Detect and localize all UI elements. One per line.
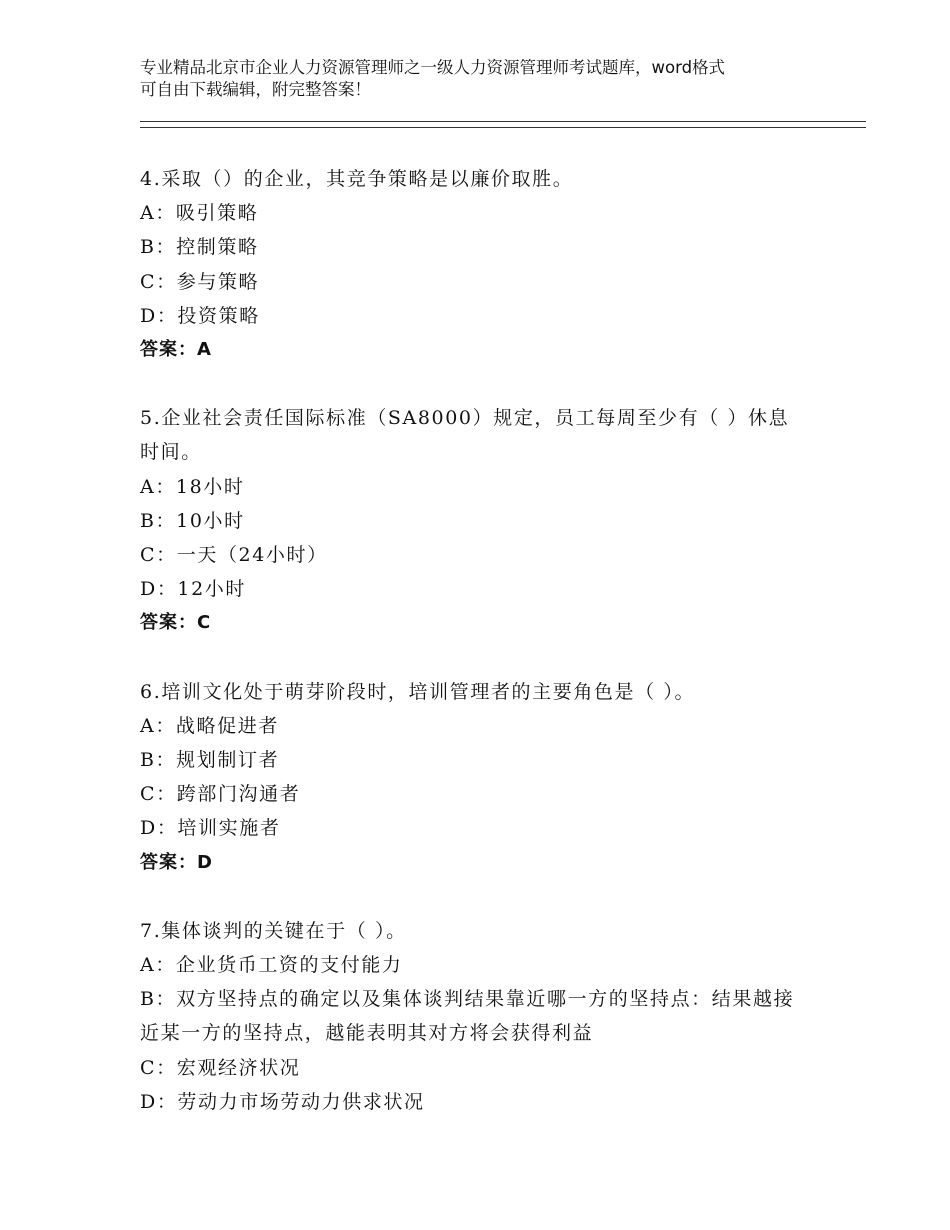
header-line-2: 可自由下载编辑，附完整答案！ xyxy=(140,80,371,99)
header-divider xyxy=(140,121,866,128)
option-a: A：吸引策略 xyxy=(140,202,259,225)
document-header xyxy=(140,57,840,101)
header-line-1: 专业精品北京市企业人力资源管理师之一级人力资源管理师考试题库，word格式 xyxy=(140,58,726,77)
option-c: C：参与策略 xyxy=(140,270,260,293)
option-a: A：战略促进者 xyxy=(140,714,279,737)
question-list xyxy=(140,162,820,1153)
question-stem: 6.培训文化处于萌芽阶段时，培训管理者的主要角色是（ ）。 xyxy=(140,680,696,703)
option-c: C：宏观经济状况 xyxy=(140,1056,301,1079)
option-c: C：一天（24小时） xyxy=(140,544,328,567)
question-6 xyxy=(140,675,820,880)
option-b: B：规划制订者 xyxy=(140,749,280,772)
answer-label: 答案：D xyxy=(140,851,213,873)
question-4 xyxy=(140,162,820,367)
option-b: B：10小时 xyxy=(140,509,245,532)
answer-label: 答案：A xyxy=(140,339,212,361)
question-7 xyxy=(140,914,820,1119)
option-b: B：控制策略 xyxy=(140,236,259,259)
option-c: C：跨部门沟通者 xyxy=(140,783,301,806)
option-d: D：培训实施者 xyxy=(140,817,281,840)
option-d: D：12小时 xyxy=(140,578,247,601)
question-stem: 5.企业社会责任国际标准（SA8000）规定，员工每周至少有（ ）休息时间。 xyxy=(140,407,790,464)
option-b: B：双方坚持点的确定以及集体谈判结果靠近哪一方的坚持点：结果越接近某一方的坚持点，越能表明其对方将会获得利益 xyxy=(140,988,795,1045)
question-5 xyxy=(140,401,820,640)
option-d: D：投资策略 xyxy=(140,304,260,327)
question-stem: 4.采取（）的企业，其竞争策略是以廉价取胜。 xyxy=(140,168,574,190)
option-a: A：企业货币工资的支付能力 xyxy=(140,954,403,977)
answer-label: 答案：C xyxy=(140,612,212,634)
option-d: D：劳动力市场劳动力供求状况 xyxy=(140,1090,425,1113)
option-a: A：18小时 xyxy=(140,475,245,498)
question-stem: 7.集体谈判的关键在于（ ）。 xyxy=(140,919,407,942)
